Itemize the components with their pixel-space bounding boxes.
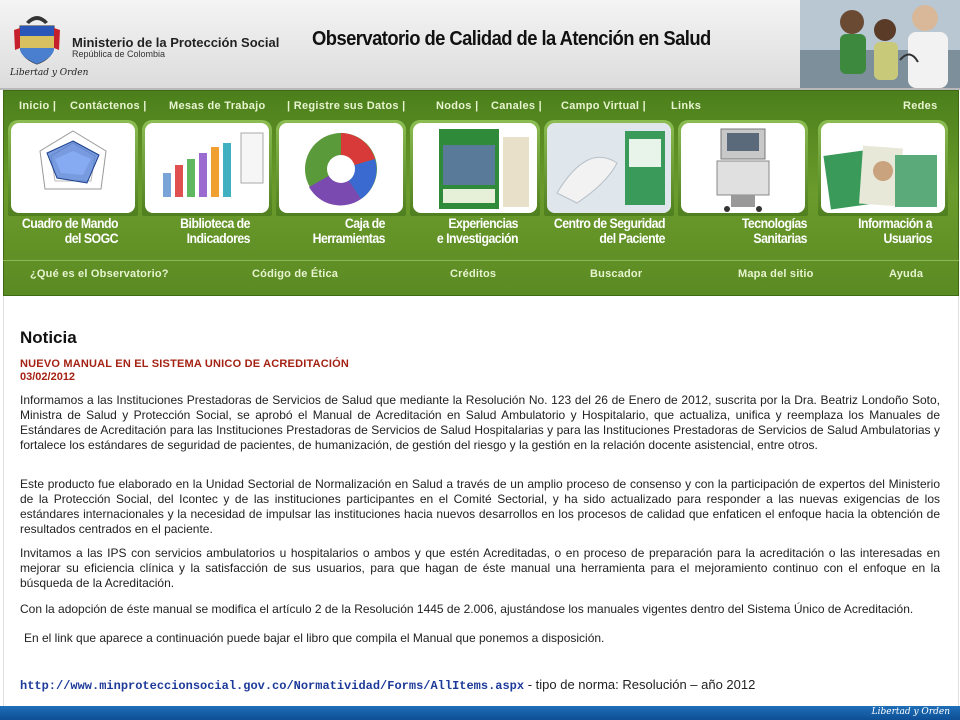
- header-photo: [800, 0, 960, 88]
- menu-codigo-de-etica[interactable]: Código de Ética: [252, 268, 339, 280]
- menu-inicio[interactable]: Inicio |: [19, 100, 57, 112]
- tile-biblioteca-de-indicadores[interactable]: [142, 120, 272, 216]
- menu-que-es-el-observatorio[interactable]: ¿Qué es el Observatorio?: [30, 268, 169, 280]
- menu-links[interactable]: Links: [671, 100, 702, 112]
- republic-name: República de Colombia: [72, 49, 166, 59]
- ministry-name: Ministerio de la Protección Social: [72, 35, 280, 50]
- menu-canales[interactable]: Canales |: [491, 100, 543, 112]
- bar-chart-thumbnail-icon: [145, 123, 269, 213]
- article-headline: NUEVO MANUAL EN EL SISTEMA UNICO DE ACREDITACIÓN: [20, 358, 350, 370]
- footer-bar: [0, 706, 960, 720]
- menu-contactenos[interactable]: Contáctenos |: [70, 100, 147, 112]
- article-paragraph-4: Con la adopción de éste manual se modifica el artículo 2 de la Resolución 1445 de 2.006, ajustándose los manuales vigentes dentro del Sistema Único de Acreditación.: [20, 602, 914, 616]
- tile-label-cuadro-de-mando[interactable]: Cuadro de Mando del SOGC: [21, 215, 118, 246]
- motto-caption: Libertad y Orden: [10, 68, 89, 78]
- tile-informacion-a-usuarios[interactable]: [818, 120, 948, 216]
- article-paragraph-3: Invitamos a las IPS con servicios ambulatorios u hospitalarios o ambos y que estén Acreditadas, o en proceso de preparación para la acreditación o las interesadas en mejorar su eficiencia clínica y la satisfacción de sus usuarios, para que hagan de éste manual una herramienta para el mejoramiento continuo con el enfoque en la búsqueda de la Acreditación.: [20, 546, 940, 590]
- tile-centro-de-seguridad[interactable]: [544, 120, 674, 216]
- menu-campo-virtual[interactable]: Campo Virtual |: [561, 100, 647, 112]
- tile-label-biblioteca[interactable]: Biblioteca de Indicadores: [180, 215, 250, 246]
- tile-label-caja[interactable]: Caja de Herramientas: [312, 215, 385, 246]
- site-title: Observatorio de Calidad de la Atención en Salud: [312, 28, 711, 50]
- menu-registre-sus-datos[interactable]: | Registre sus Datos |: [287, 100, 406, 112]
- article-paragraph-2: Este producto fue elaborado en la Unidad Sectorial de Normalización en Salud a través de un amplio proceso de consenso y con la participación de expertos del Ministerio de la Protección Social, del Icontec y de las instituciones participantes en el Comité Sectorial, y ha sido actualizado para responder a las nuevas exigencias de los estándares internacionales y la necesidad de impulsar las instituciones hacia nuevos desarrollos en los procesos de calidad que enfaticen el enfoque hacia la obtención de resultados centrados en el paciente.: [20, 477, 940, 536]
- brochures-thumbnail-icon: [821, 123, 945, 213]
- menu-creditos[interactable]: Créditos: [450, 268, 497, 280]
- footer-motto: Libertad y Orden: [871, 707, 950, 717]
- tile-label-centro-seguridad[interactable]: Centro de Seguridad del Paciente: [553, 215, 665, 246]
- article-paragraph-1: Informamos a las Instituciones Prestadoras de Servicios de Salud que mediante la Resolución No. 123 del 26 de Enero de 2012, suscrita por la Dra. Beatriz Londoño Soto, Ministra de Salud y Protección Social, se aprobó el Manual de Acreditación en Salud Ambulatorio y Hospitalario, que actualiza, unifica y reemplaza los Manuales de Estándares de Acreditación para las Instituciones Prestadoras de Servicios de Salud Hospitalarias y para las Instituciones Prestadoras de Servicios de Salud Ambulatorias y fortalece los estándares de seguridad de pacientes, de humanización, de gestión del riesgo y la gestión en la relación docente asistencial, entre otros.: [20, 393, 940, 452]
- top-menu: [18, 100, 948, 114]
- radar-chart-thumbnail-icon: [11, 123, 135, 213]
- article-paragraph-5: En el link que aparece a continuación puede bajar el libro que compila el Manual que ponemos a disposición.: [24, 631, 605, 645]
- section-title: Noticia: [20, 328, 77, 347]
- tile-tecnologias-sanitarias[interactable]: [678, 120, 808, 216]
- pie-chart-thumbnail-icon: [279, 123, 403, 213]
- hands-thumbnail-icon: [547, 123, 671, 213]
- download-link-line: [20, 677, 755, 693]
- tile-cuadro-de-mando[interactable]: [8, 120, 138, 216]
- menu-mesas-de-trabajo[interactable]: Mesas de Trabajo: [169, 100, 266, 112]
- secondary-menu: [3, 260, 959, 290]
- menu-mapa-del-sitio[interactable]: Mapa del sitio: [738, 268, 814, 280]
- article-date: 03/02/2012: [20, 371, 76, 383]
- tile-experiencias-e-investigacion[interactable]: [410, 120, 540, 216]
- tile-caja-de-herramientas[interactable]: [276, 120, 406, 216]
- menu-redes[interactable]: Redes: [903, 100, 938, 112]
- publication-thumbnail-icon: [413, 123, 537, 213]
- tile-label-informacion[interactable]: Información a Usuarios: [858, 215, 932, 246]
- tile-label-tecnologias[interactable]: Tecnologías Sanitarias: [741, 215, 807, 246]
- tile-label-experiencias[interactable]: Experiencias e Investigación: [436, 215, 518, 246]
- menu-buscador[interactable]: Buscador: [590, 268, 643, 280]
- download-link[interactable]: http://www.minproteccionsocial.gov.co/Normatividad/Forms/AllItems.aspx: [20, 679, 525, 693]
- medical-equipment-thumbnail-icon: [681, 123, 805, 213]
- link-description: - tipo de norma: Resolución – año 2012: [524, 677, 756, 692]
- menu-ayuda[interactable]: Ayuda: [889, 268, 924, 280]
- menu-nodos[interactable]: Nodos |: [436, 100, 479, 112]
- colombia-coat-of-arms-icon: [12, 8, 62, 66]
